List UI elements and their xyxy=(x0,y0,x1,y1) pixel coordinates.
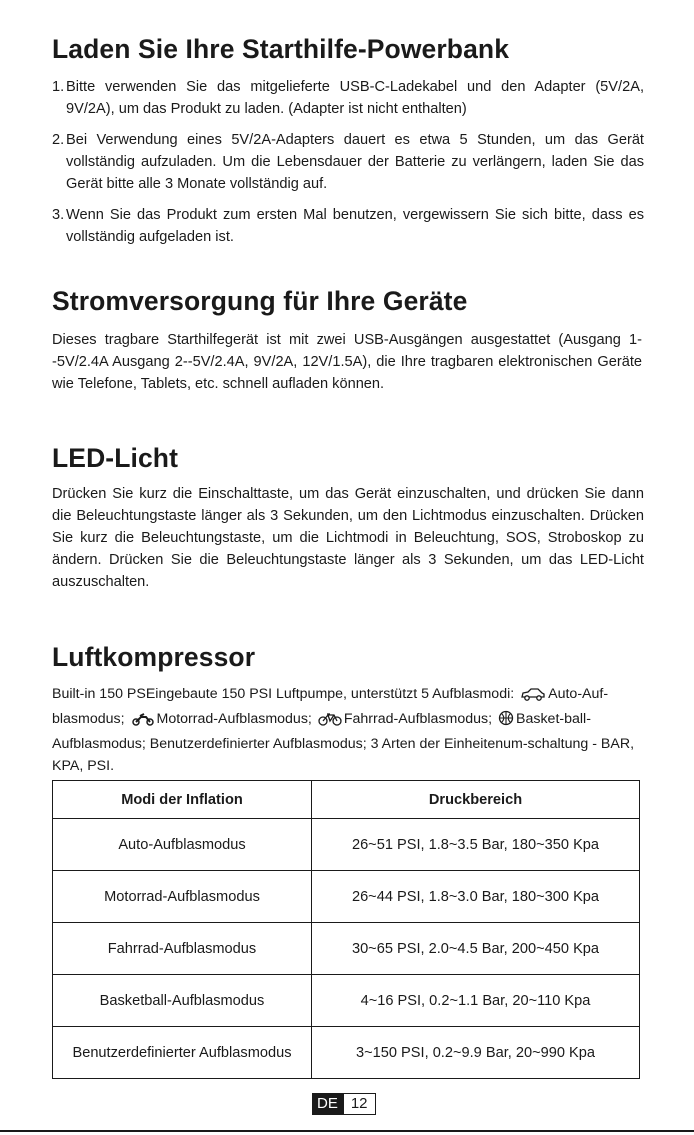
list-item-text: Wenn Sie das Produkt zum ersten Mal benutzen, vergewissern Sie sich bitte, dass es vollständig aufgeladen ist. xyxy=(66,207,644,245)
compressor-paragraph xyxy=(52,683,642,777)
section-title-compressor: Luftkompressor xyxy=(52,642,256,672)
cell-range: 26~51 PSI, 1.8~3.5 Bar, 180~350 Kpa xyxy=(312,819,640,871)
charging-list xyxy=(52,76,644,248)
led-paragraph: Drücken Sie kurz die Einschalttaste, um das Gerät einzuschalten, und drücken Sie dann die Beleuchtungstaste länger als 3 Sekunden, um den Lichtmodus einzuschalten. Drücken Sie kurz die Beleuchtungstaste, um die Lichtmodi in Beleuchtung, SOS, Stroboskop zu ändern. Drücken Sie die Beleuchtungstaste länger als 3 Sekunden, um das LED-Licht auszuschalten. xyxy=(52,486,644,590)
inflation-modes-table xyxy=(52,780,640,1079)
list-item-number: 2. xyxy=(52,132,65,148)
list-item-number: 3. xyxy=(52,207,65,223)
column-header-range: Druckbereich xyxy=(312,781,640,819)
compressor-intro-rest: Basket-ball-Aufblasmodus; Benutzerdefinierter Aufblasmodus; 3 Arten der Einheitenum-schaltung - BAR, KPA, PSI. xyxy=(52,711,635,774)
mode-car-label: Auto-Auf-blasmodus; xyxy=(52,686,609,727)
list-item xyxy=(52,129,644,195)
cell-mode: Motorrad-Aufblasmodus xyxy=(53,871,312,923)
table-header-row xyxy=(53,781,640,819)
bicycle-icon xyxy=(318,711,342,733)
page-number: 12 xyxy=(343,1093,376,1115)
table-row xyxy=(53,1027,640,1079)
bottom-divider xyxy=(0,1130,694,1132)
basketball-icon xyxy=(498,710,514,733)
table-row xyxy=(53,871,640,923)
power-paragraph: Dieses tragbare Starthilfegerät ist mit zwei USB-Ausgängen ausgestattet (Ausgang 1--5V/2.4A Ausgang 2--5V/2.4A, 9V/2A, 12V/1.5A), die Ihre tragbaren elektronischen Geräte wie Telefone, Tablets, etc. schnell aufladen können. xyxy=(52,332,642,392)
list-item-text: Bei Verwendung eines 5V/2A-Adapters dauert es etwa 5 Stunden, um das Gerät vollständig aufzuladen. Um die Lebensdauer der Batterie zu verlängern, laden Sie das Gerät bitte alle 3 Monate vollständig auf. xyxy=(66,132,644,192)
cell-range: 3~150 PSI, 0.2~9.9 Bar, 20~990 Kpa xyxy=(312,1027,640,1079)
cell-mode: Fahrrad-Aufblasmodus xyxy=(53,923,312,975)
cell-range: 26~44 PSI, 1.8~3.0 Bar, 180~300 Kpa xyxy=(312,871,640,923)
section-title-led: LED-Licht xyxy=(52,443,179,473)
table-row xyxy=(53,923,640,975)
compressor-intro: Built-in 150 PSEingebaute 150 PSI Luftpumpe, unterstützt 5 Aufblasmodi: xyxy=(52,686,515,702)
language-badge: DE xyxy=(312,1093,343,1115)
cell-range: 30~65 PSI, 2.0~4.5 Bar, 200~450 Kpa xyxy=(312,923,640,975)
section-title-charging: Laden Sie Ihre Starthilfe-Powerbank xyxy=(52,34,510,64)
car-icon xyxy=(520,686,546,708)
column-header-mode: Modi der Inflation xyxy=(53,781,312,819)
mode-bicycle-label: Fahrrad-Aufblasmodus; xyxy=(343,711,493,727)
cell-mode: Auto-Aufblasmodus xyxy=(53,819,312,871)
motorcycle-icon xyxy=(131,711,155,733)
cell-mode: Basketball-Aufblasmodus xyxy=(53,975,312,1027)
table-row xyxy=(53,819,640,871)
section-title-power: Stromversorgung für Ihre Geräte xyxy=(52,286,468,316)
cell-range: 4~16 PSI, 0.2~1.1 Bar, 20~110 Kpa xyxy=(312,975,640,1027)
table-row xyxy=(53,975,640,1027)
page-footer xyxy=(312,1093,376,1115)
list-item-text: Bitte verwenden Sie das mitgelieferte USB-C-Ladekabel und den Adapter (5V/2A, 9V/2A), um das Produkt zu laden. (Adapter ist nicht enthalten) xyxy=(66,79,644,117)
list-item xyxy=(52,76,644,120)
cell-mode: Benutzerdefinierter Aufblasmodus xyxy=(53,1027,312,1079)
list-item xyxy=(52,204,644,248)
mode-motorcycle-label: Motorrad-Aufblasmodus; xyxy=(156,711,312,727)
list-item-number: 1. xyxy=(52,79,65,95)
